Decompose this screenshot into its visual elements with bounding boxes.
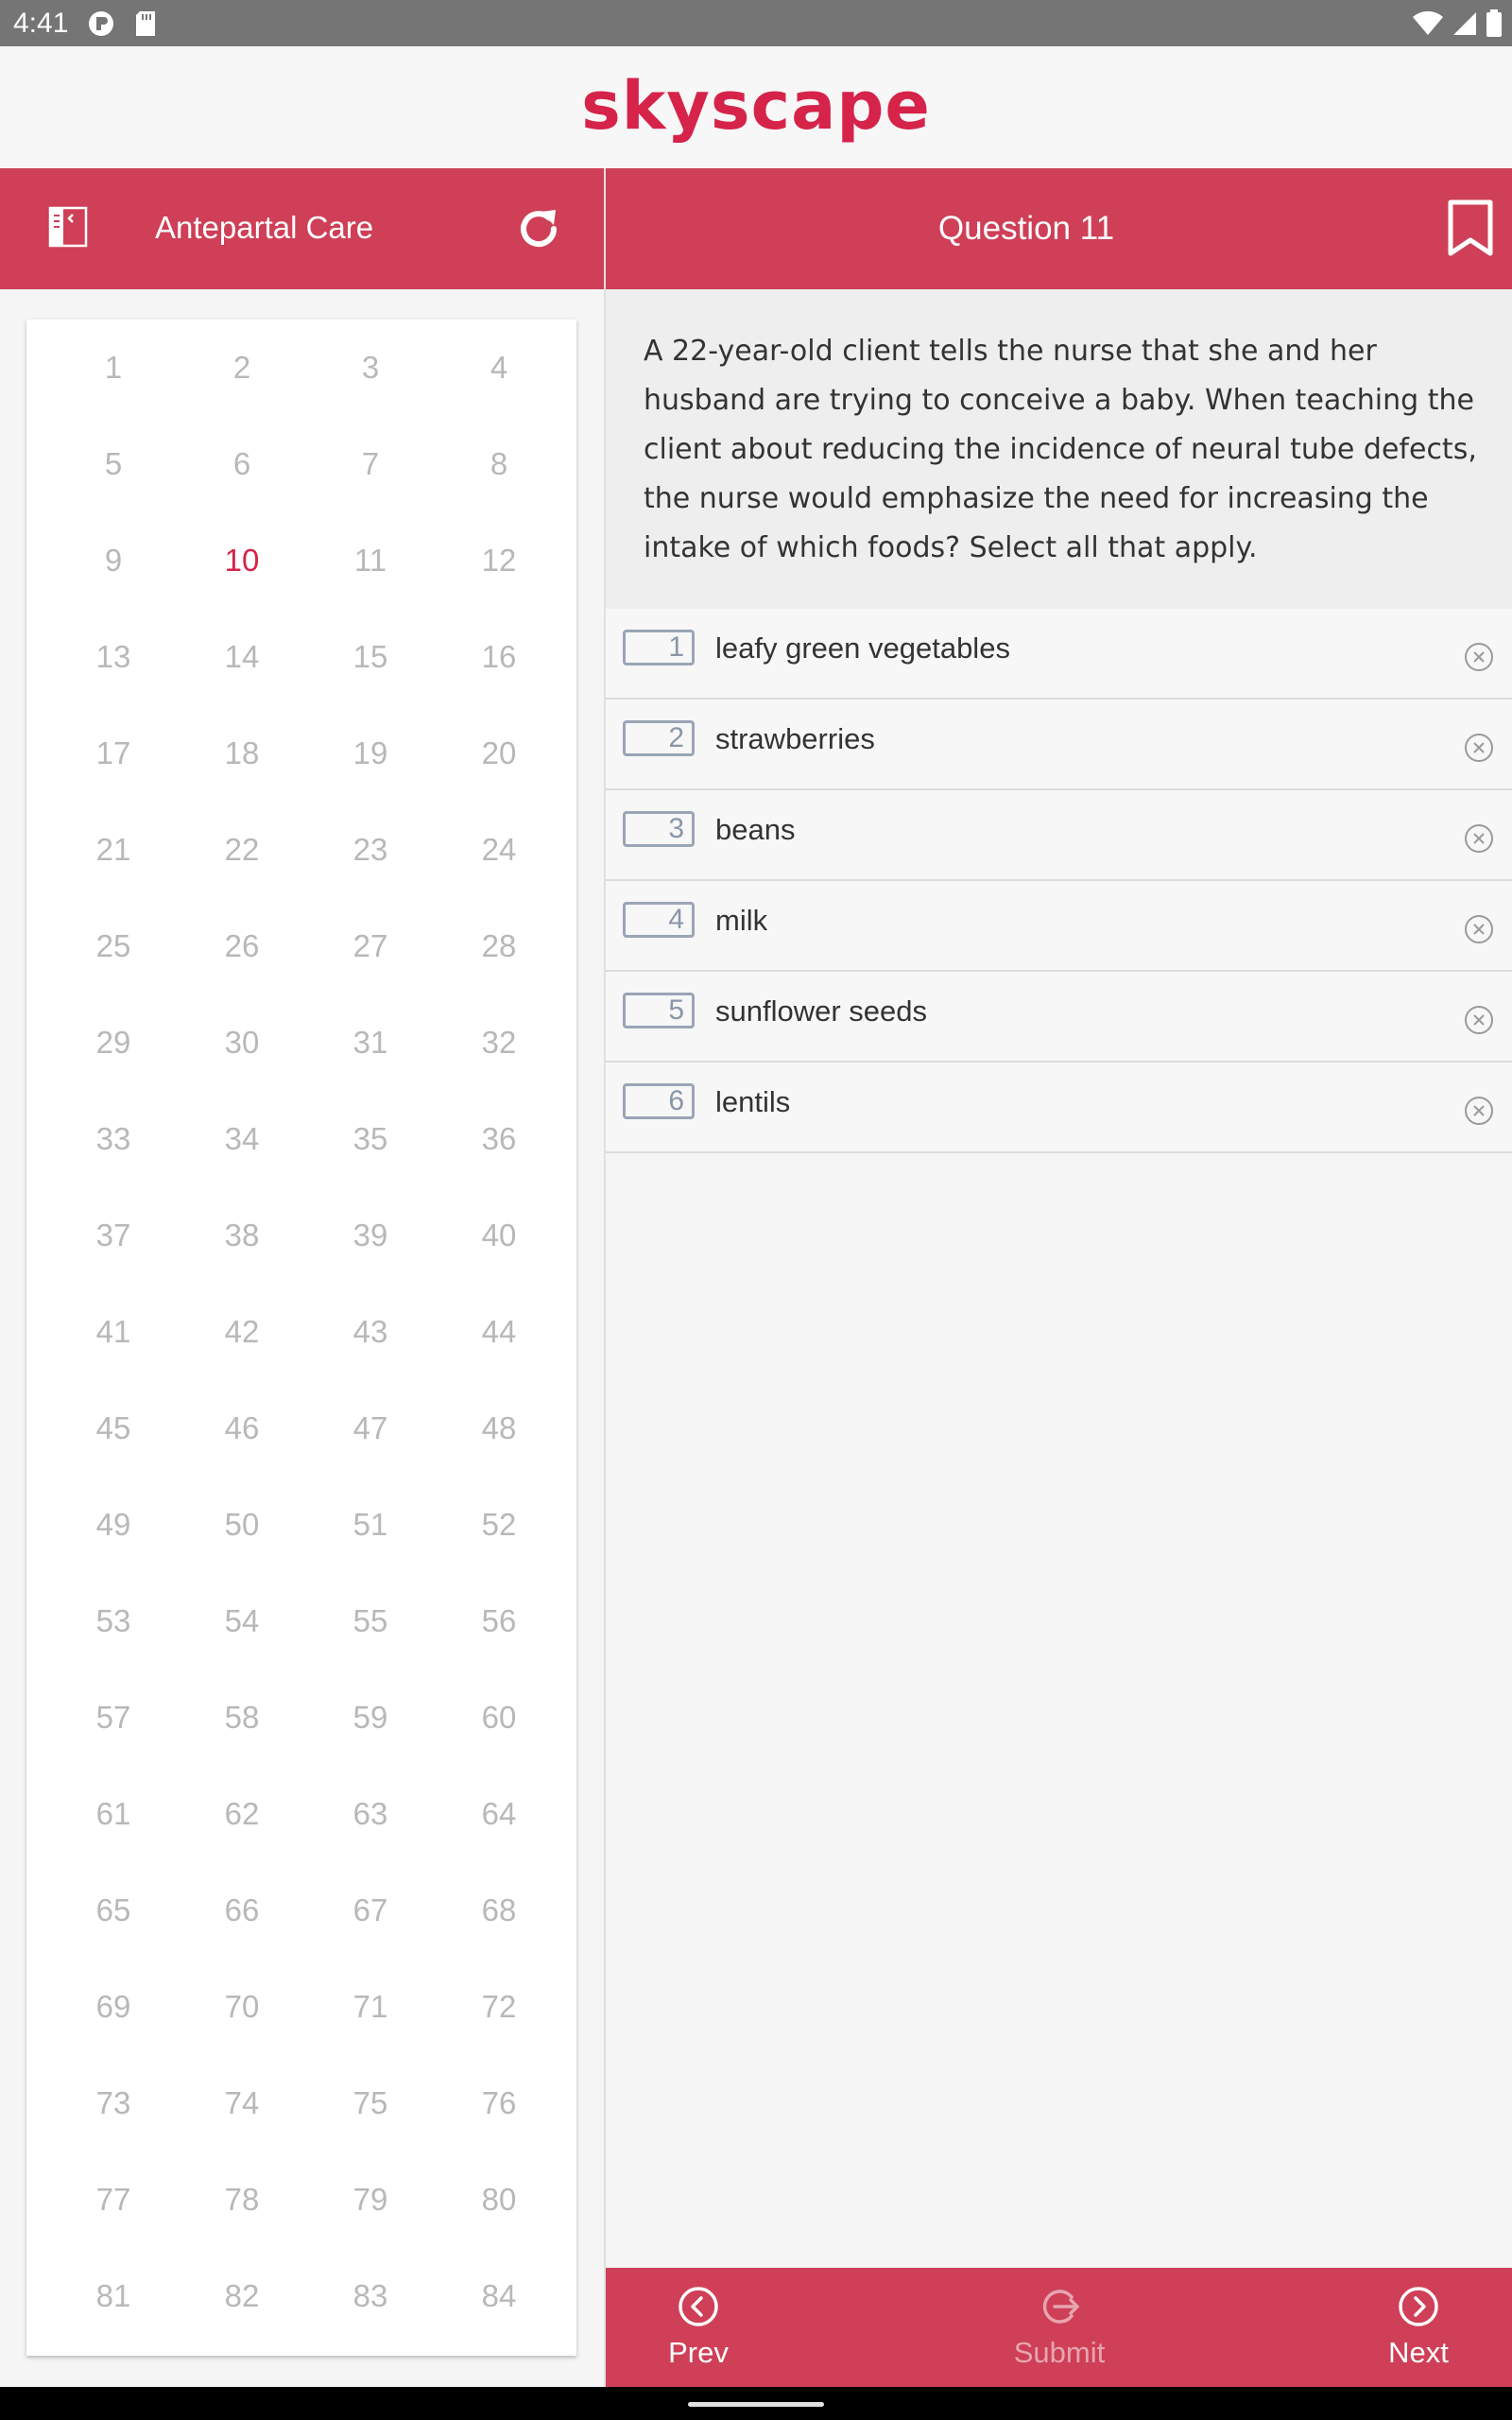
question-title: Question 11 [937, 210, 1115, 247]
question-number[interactable]: 17 [95, 735, 131, 770]
question-number[interactable]: 34 [224, 1121, 260, 1156]
home-indicator[interactable] [688, 2402, 824, 2407]
question-number[interactable]: 12 [481, 543, 517, 578]
eliminate-icon[interactable] [1463, 641, 1495, 673]
question-number[interactable]: 6 [232, 446, 251, 481]
chapter-title: Antepartal Care [155, 210, 374, 245]
skyscape-logo: skyscape [581, 67, 931, 145]
question-number[interactable]: 8 [490, 446, 508, 481]
question-number[interactable]: 77 [95, 2182, 131, 2217]
question-number[interactable]: 68 [481, 1893, 517, 1927]
question-number[interactable]: 79 [352, 2182, 388, 2217]
question-number[interactable]: 21 [95, 832, 131, 867]
question-number[interactable]: 11 [353, 543, 387, 578]
question-number[interactable]: 67 [352, 1893, 388, 1927]
status-bar [0, 0, 1512, 46]
question-number[interactable]: 14 [224, 639, 260, 674]
question-number[interactable]: 74 [224, 2085, 260, 2120]
question-number[interactable]: 2 [232, 350, 251, 385]
answer-option[interactable] [606, 790, 1512, 881]
question-number[interactable]: 50 [224, 1507, 260, 1542]
refresh-icon[interactable] [512, 202, 565, 255]
question-number[interactable]: 5 [104, 446, 123, 481]
question-number[interactable]: 15 [352, 639, 388, 674]
question-number[interactable]: 75 [352, 2085, 388, 2120]
question-number[interactable]: 16 [481, 639, 517, 674]
question-number[interactable]: 59 [352, 1700, 388, 1735]
answer-label: leafy green vegetables [715, 631, 1010, 665]
prev-button[interactable] [623, 2285, 774, 2370]
question-number[interactable]: 41 [95, 1314, 131, 1349]
question-text: A 22-year-old client tells the nurse that she and her husband are trying to conceive a baby. When teaching the client about reducing the incidence of neural tube defects, the nurse would emphasize the need for increasing the intake of which foods? Select all that apply. [644, 335, 1477, 564]
eliminate-icon[interactable] [1463, 1095, 1495, 1127]
question-number[interactable]: 3 [361, 350, 380, 385]
question-number[interactable]: 13 [95, 639, 131, 674]
question-number[interactable]: 29 [95, 1025, 131, 1060]
answer-number[interactable]: 4 [623, 902, 695, 938]
eliminate-icon[interactable] [1463, 732, 1495, 764]
question-number[interactable]: 70 [224, 1989, 260, 2024]
question-number[interactable]: 46 [224, 1410, 260, 1445]
question-grid [26, 320, 576, 2344]
question-number[interactable]: 81 [95, 2278, 131, 2313]
eliminate-icon[interactable] [1463, 913, 1495, 945]
question-number[interactable]: 22 [224, 832, 260, 867]
answer-label: strawberries [715, 722, 875, 755]
question-number[interactable]: 31 [352, 1025, 388, 1060]
question-number[interactable]: 35 [352, 1121, 388, 1156]
answer-label: lentils [715, 1085, 791, 1118]
question-number[interactable]: 20 [481, 735, 517, 770]
question-number[interactable]: 24 [481, 832, 517, 867]
status-time: 4:41 [13, 8, 69, 39]
question-number[interactable]: 58 [224, 1700, 260, 1735]
question-number[interactable]: 52 [481, 1507, 517, 1542]
question-number[interactable]: 56 [481, 1603, 517, 1638]
question-number[interactable]: 4 [490, 350, 508, 385]
question-number[interactable]: 54 [224, 1603, 260, 1638]
question-toolbar [606, 168, 1512, 289]
submit-label: Submit [1013, 2336, 1106, 2369]
question-number[interactable]: 49 [95, 1507, 131, 1542]
answer-number[interactable]: 6 [623, 1083, 695, 1119]
question-number[interactable]: 55 [352, 1603, 388, 1638]
question-number[interactable]: 26 [224, 928, 260, 963]
answer-option[interactable] [606, 1063, 1512, 1153]
question-number[interactable]: 38 [224, 1218, 260, 1253]
question-number[interactable]: 28 [481, 928, 517, 963]
question-number[interactable]: 84 [481, 2278, 517, 2313]
question-box [606, 289, 1512, 609]
question-number[interactable]: 10 [224, 543, 260, 578]
next-label: Next [1388, 2336, 1449, 2369]
question-number[interactable]: 64 [481, 1796, 517, 1831]
question-number[interactable]: 69 [95, 1989, 131, 2024]
answer-list [606, 609, 1512, 1153]
question-number[interactable]: 36 [481, 1121, 517, 1156]
question-number[interactable]: 32 [481, 1025, 517, 1060]
question-grid-panel [26, 320, 576, 2356]
answer-option[interactable] [606, 609, 1512, 700]
question-number[interactable]: 48 [481, 1410, 517, 1445]
question-number[interactable]: 72 [481, 1989, 517, 2024]
chevron-right-circle-icon [1397, 2285, 1440, 2328]
question-number[interactable]: 43 [352, 1314, 388, 1349]
question-number[interactable]: 1 [104, 350, 123, 385]
question-number[interactable]: 30 [224, 1025, 260, 1060]
question-number[interactable]: 7 [361, 446, 380, 481]
answer-number[interactable]: 2 [623, 720, 695, 756]
question-number[interactable]: 27 [352, 928, 388, 963]
question-number[interactable]: 76 [481, 2085, 517, 2120]
question-number[interactable]: 61 [95, 1796, 131, 1831]
question-number[interactable]: 25 [95, 928, 131, 963]
question-number[interactable]: 51 [352, 1507, 388, 1542]
question-number[interactable]: 73 [95, 2085, 131, 2120]
question-number[interactable]: 44 [481, 1314, 517, 1349]
chevron-left-circle-icon [677, 2285, 720, 2328]
question-number[interactable]: 62 [224, 1796, 260, 1831]
bookmark-icon[interactable] [1445, 199, 1496, 257]
submit-icon [1038, 2285, 1081, 2328]
left-toolbar [0, 168, 604, 289]
answer-number[interactable]: 1 [623, 630, 695, 666]
answer-number[interactable]: 5 [623, 993, 695, 1028]
answer-option[interactable] [606, 972, 1512, 1063]
answer-option[interactable] [606, 881, 1512, 972]
prev-label: Prev [668, 2336, 729, 2369]
app-header [0, 46, 1512, 168]
question-number[interactable]: 23 [352, 832, 388, 867]
answer-label: beans [715, 813, 796, 846]
app-notification-icon [87, 9, 115, 38]
eliminate-icon[interactable] [1463, 822, 1495, 855]
question-number[interactable]: 57 [95, 1700, 131, 1735]
question-number[interactable]: 66 [224, 1893, 260, 1927]
eliminate-icon[interactable] [1463, 1004, 1495, 1036]
question-number[interactable]: 83 [352, 2278, 388, 2313]
question-number[interactable]: 63 [352, 1796, 388, 1831]
question-number[interactable]: 42 [224, 1314, 260, 1349]
system-nav-bar [0, 2387, 1512, 2420]
bottom-nav-bar [606, 2268, 1512, 2387]
book-icon[interactable] [47, 206, 89, 248]
question-number[interactable]: 60 [481, 1700, 517, 1735]
sd-card-icon [134, 9, 157, 38]
answer-label: sunflower seeds [715, 994, 928, 1028]
question-number[interactable]: 40 [481, 1218, 517, 1253]
next-button[interactable] [1343, 2285, 1494, 2370]
question-number[interactable]: 45 [95, 1410, 131, 1445]
question-number[interactable]: 71 [352, 1989, 388, 2024]
answer-option[interactable] [606, 700, 1512, 790]
answer-label: milk [715, 904, 768, 937]
submit-button[interactable] [984, 2285, 1135, 2370]
question-number[interactable]: 80 [481, 2182, 517, 2217]
question-number[interactable]: 9 [104, 543, 123, 578]
wifi-icon [1412, 10, 1444, 37]
question-number[interactable]: 19 [352, 735, 388, 770]
question-number[interactable]: 47 [352, 1410, 388, 1445]
answer-number[interactable]: 3 [623, 811, 695, 847]
question-number[interactable]: 37 [95, 1218, 131, 1253]
question-number[interactable]: 18 [224, 735, 260, 770]
question-number[interactable]: 53 [95, 1603, 131, 1638]
question-number[interactable]: 33 [95, 1121, 131, 1156]
question-number[interactable]: 65 [95, 1893, 131, 1927]
question-number[interactable]: 39 [352, 1218, 388, 1253]
question-number[interactable]: 82 [224, 2278, 260, 2313]
battery-icon [1486, 9, 1503, 38]
signal-icon [1452, 10, 1478, 37]
question-number[interactable]: 78 [224, 2182, 260, 2217]
